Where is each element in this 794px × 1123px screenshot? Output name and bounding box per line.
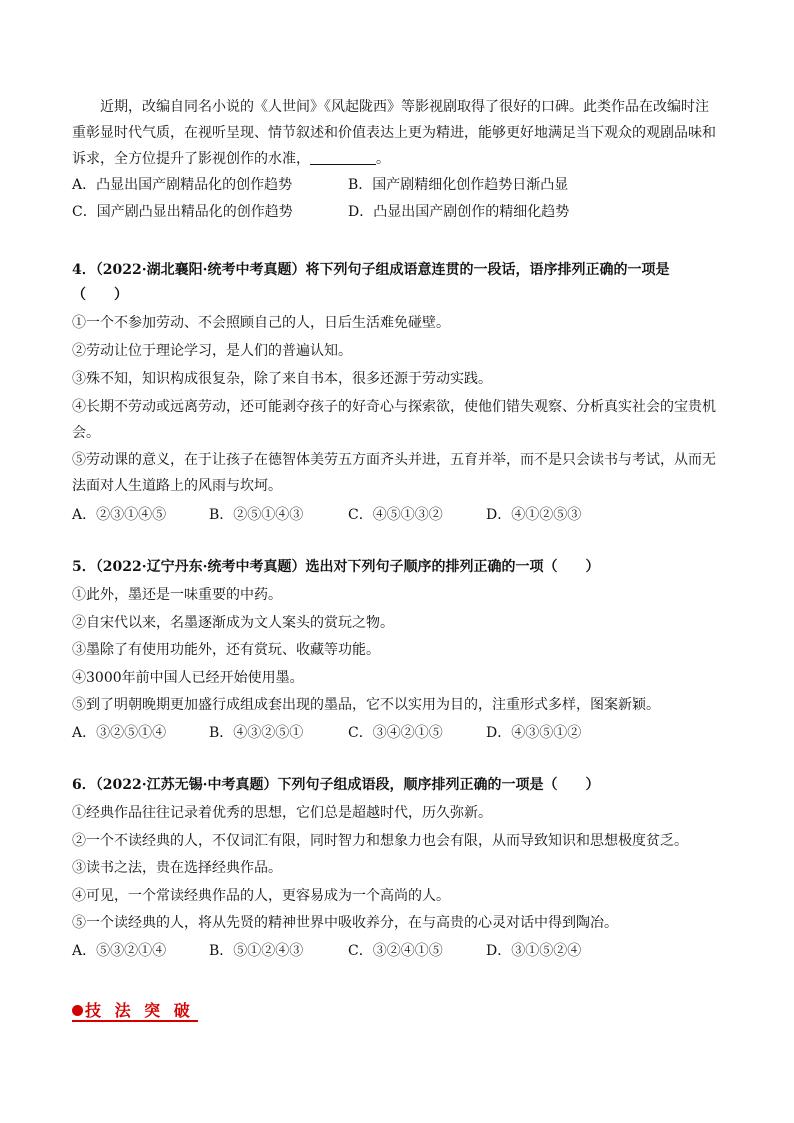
answer-blank[interactable]: [310, 150, 376, 165]
q5-sentence-3: ③墨除了有使用功能外，还有赏玩、收藏等功能。: [72, 642, 380, 658]
q6-option-b[interactable]: B．⑤①②④③: [209, 943, 304, 959]
q5-sentence-4: ④3000年前中国人已经开始使用墨。: [72, 670, 304, 686]
intro-option-d[interactable]: D．凸显出国产剧创作的精细化趋势: [348, 204, 570, 220]
q4-option-d[interactable]: D．④①②⑤③: [486, 507, 582, 523]
q5-sentence-5: ⑤到了明朝晚期更加盛行成组成套出现的墨品，它不以实用为目的，注重形式多样，图案新颖。: [72, 697, 660, 713]
q4-option-c[interactable]: C．④⑤①③②: [348, 507, 443, 523]
q6-option-c[interactable]: C．③②④①⑤: [348, 943, 443, 959]
q5-option-d[interactable]: D．④③⑤①②: [486, 725, 582, 741]
q6-option-a[interactable]: A．⑤③②①④: [72, 943, 167, 959]
q4-option-a[interactable]: A．②③①④⑤: [72, 507, 167, 523]
q6-sentence-5: ⑤一个读经典的人，将从先贤的精神世界中吸收养分，在与高贵的心灵对话中得到陶冶。: [72, 915, 618, 931]
q4-sentence-4a: ④长期不劳动或远离劳动，还可能剥夺孩子的好奇心与探索欲，使他们错失观察、分析真实社会的宝贵机: [72, 399, 716, 415]
q5-option-a[interactable]: A．③②⑤①④: [72, 725, 167, 741]
q5-option-c[interactable]: C．③④②①⑤: [348, 725, 443, 741]
intro-option-a[interactable]: A．凸显出国产剧精品化的创作趋势: [72, 177, 293, 193]
intro-option-c[interactable]: C．国产剧凸显出精品化的创作趋势: [72, 204, 293, 220]
q4-sentence-5a: ⑤劳动课的意义，在于让孩子在德智体美劳五方面齐头并进，五育并举，而不是只会读书与考试，从而无: [72, 452, 716, 468]
intro-option-b[interactable]: B．国产剧精细化创作趋势日渐凸显: [348, 177, 569, 193]
q6-sentence-3: ③读书之法，贵在选择经典作品。: [72, 860, 282, 876]
q4-sentence-1: ①一个不参加劳动、不会照顾自己的人，日后生活难免碰壁。: [72, 315, 450, 331]
intro-line-3: [72, 146, 722, 172]
q6-title: 6．（2022·江苏无锡·中考真题）下列句子组成语段，顺序排列正确的一项是（ ）: [72, 777, 600, 793]
q5-title: 5．（2022·辽宁丹东·统考中考真题）选出对下列句子顺序的排列正确的一项（ ）: [72, 559, 600, 575]
q6-sentence-4: ④可见，一个常读经典作品的人，更容易成为一个高尚的人。: [72, 888, 450, 904]
q6-sentence-1: ①经典作品往往记录着优秀的思想，它们总是超越时代，历久弥新。: [72, 805, 492, 821]
q5-sentence-1: ①此外，墨还是一味重要的中药。: [72, 587, 282, 603]
q4-sentence-3: ③殊不知，知识构成很复杂，除了来自书本，很多还源于劳动实践。: [72, 371, 492, 387]
section-heading: [72, 998, 194, 1024]
q4-option-b[interactable]: B．②⑤①④③: [209, 507, 304, 523]
intro-line-3-text: 诉求，全方位提升了影视创作的水准，: [72, 151, 310, 167]
q4-sentence-5b: 法面对人生道路上的风雨与坎坷。: [72, 478, 282, 494]
heading-underline: [72, 1020, 198, 1022]
section-heading-text: 技 法 突 破: [85, 1001, 194, 1020]
bullet-dot-icon: [72, 1005, 83, 1016]
q4-sentence-2: ②劳动让位于理论学习，是人们的普遍认知。: [72, 343, 352, 359]
intro-line-2: 重彰显时代气质，在视听呈现、情节叙述和价值表达上更为精进，能够更好地满足当下观众的观剧品味和: [72, 125, 716, 141]
q6-sentence-2: ②一个不读经典的人，不仅词汇有限，同时智力和想象力也会有限，从而导致知识和思想极度贫乏。: [72, 833, 688, 849]
q4-sentence-4b: 会。: [72, 425, 100, 441]
q4-title: 4．（2022·湖北襄阳·统考中考真题）将下列句子组成语意连贯的一段话，语序排列正确的一项是: [72, 262, 670, 278]
q4-paren: （ ）: [72, 287, 128, 303]
intro-line-3-end: 。: [376, 151, 390, 167]
q5-option-b[interactable]: B．④③②⑤①: [209, 725, 304, 741]
intro-line-1: 近期，改编自同名小说的《人世间》《风起陇西》等影视剧取得了很好的口碑。此类作品在改编时注: [100, 99, 709, 115]
q5-sentence-2: ②自宋代以来，名墨逐渐成为文人案头的赏玩之物。: [72, 615, 394, 631]
q6-option-d[interactable]: D．③①⑤②④: [486, 943, 582, 959]
